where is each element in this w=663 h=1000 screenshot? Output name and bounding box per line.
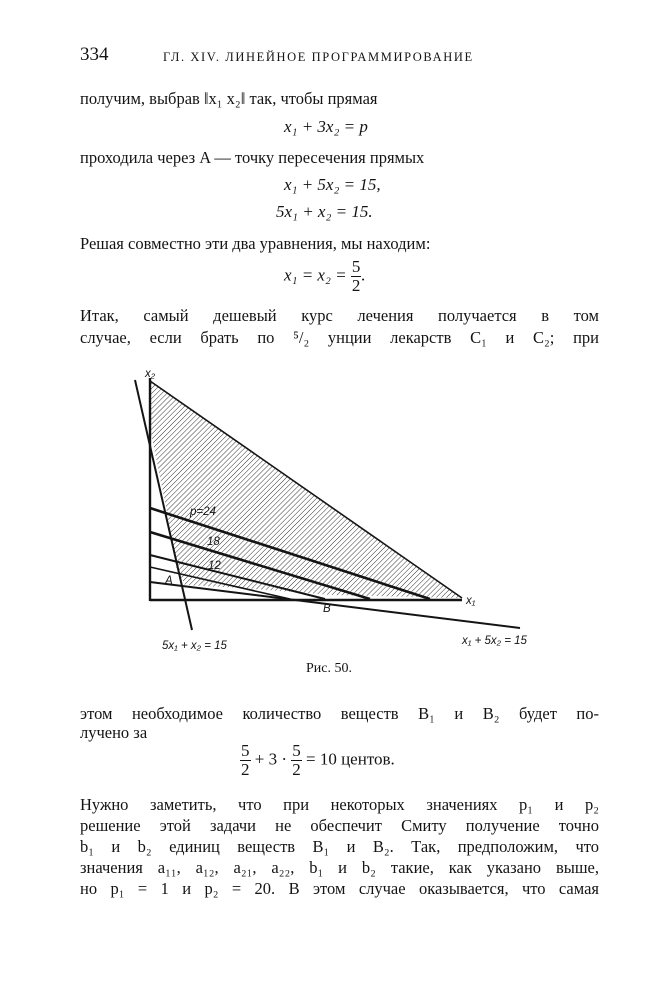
paragraph-4-line-1: Нужно заметить, что при некоторых значениях p₁ и p₂ (80, 795, 599, 814)
equation-3-denominator: 2 (351, 275, 361, 295)
equation-4-denominator-1: 2 (241, 759, 250, 779)
page-number: 334 (80, 44, 109, 65)
steep-line-label: 5x₁ + x₂ = 15 (162, 640, 227, 652)
paragraph-3-line-2: лучено за (80, 723, 148, 742)
equation-4-fraction-2 (291, 742, 302, 779)
paragraph-4-line-3: b₁ и b₂ единиц веществ B₁ и B₂. Так, предположим, что (80, 837, 599, 856)
equation-4-middle: + 3 · (254, 749, 287, 769)
equation-4-denominator-2: 2 (292, 759, 301, 779)
x-axis-label: x₁ (466, 595, 476, 607)
level-label-p24: p=24 (190, 506, 216, 518)
equation-4-tail: = 10 центов. (306, 749, 395, 769)
equation-3-tail: . (361, 265, 366, 285)
paragraph-3-line-1: этом необходимое количество веществ B₁ и B₂ будет по- (80, 704, 599, 723)
equation-3-numerator: 5 (351, 257, 361, 276)
point-a-label: A (165, 575, 173, 587)
equation-4-fraction-1 (240, 742, 251, 779)
paragraph-2-line-1: Итак, самый дешевый курс лечения получается в том (80, 306, 599, 325)
equation-4-numerator-1: 5 (241, 741, 250, 760)
paragraph-4-line-2: решение этой задачи не обеспечит Смиту получение точно (80, 816, 599, 835)
equation-3-lhs: x₁ = x₂ = (284, 265, 347, 285)
figure-caption: Рис. 50. (306, 661, 352, 676)
equation-2b: 5x₁ + x₂ = 15. (276, 202, 373, 221)
point-b-label: B (323, 603, 331, 615)
paragraph-4-line-5: но p₁ = 1 и p₂ = 20. В этом случае оказывается, что самая (80, 879, 599, 898)
text-line-1: получим, выбрав ‖x₁ x₂‖ так, чтобы прямая (80, 89, 378, 108)
running-head: ГЛ. XIV. ЛИНЕЙНОЕ ПРОГРАММИРОВАНИЕ (163, 50, 474, 64)
text-line-2: проходила через A — точку пересечения прямых (80, 148, 425, 167)
equation-4-numerator-2: 5 (292, 741, 301, 760)
equation-4 (240, 742, 395, 779)
shallow-line-label: x₁ + 5x₂ = 15 (462, 635, 527, 647)
equation-2a: x₁ + 5x₂ = 15, (284, 175, 381, 194)
y-axis-label: x₂ (145, 368, 156, 380)
paragraph-4-line-4: значения a₁₁, a₁₂, a₂₁, a₂₂, b₁ и b₂ такие, как указано выше, (80, 858, 599, 877)
level-label-18: 18 (207, 536, 220, 548)
text-line-3: Решая совместно эти два уравнения, мы находим: (80, 234, 431, 253)
paragraph-2-line-2: случае, если брать по ⁵/₂ унции лекарств C₁ и C₂; при (80, 328, 599, 347)
level-label-12: 12 (208, 560, 221, 572)
equation-1: x₁ + 3x₂ = p (284, 117, 368, 136)
